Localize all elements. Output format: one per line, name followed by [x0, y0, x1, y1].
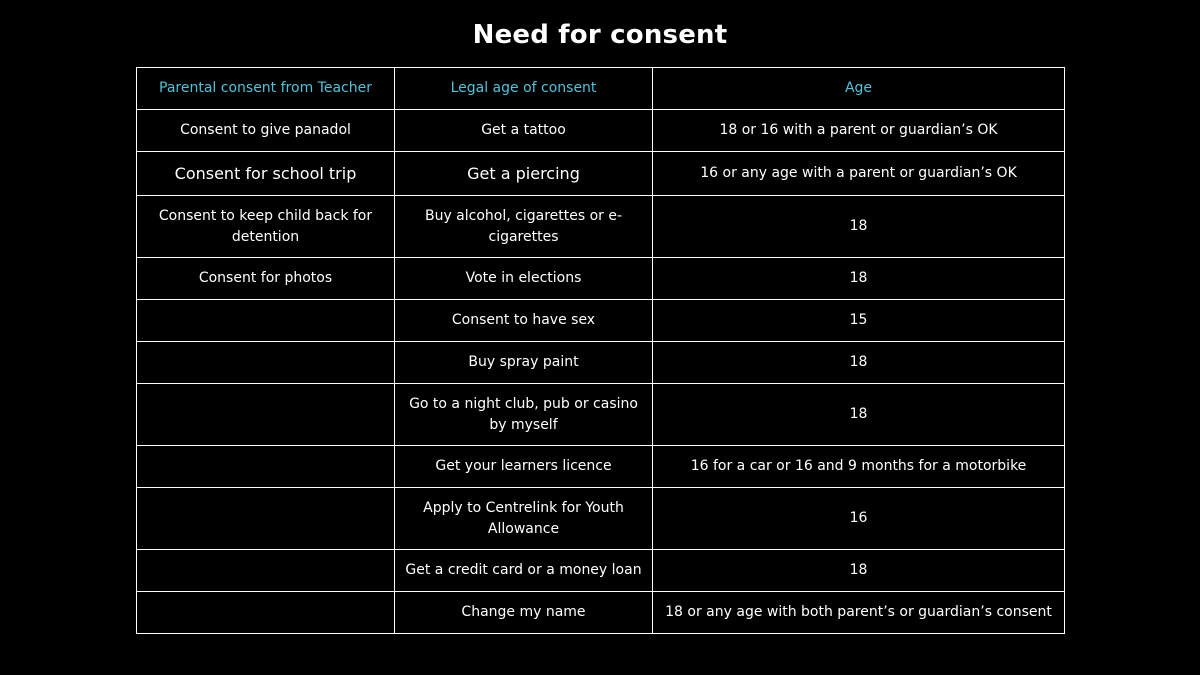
- cell-teacher-consent: [137, 384, 395, 446]
- table-row: [137, 550, 1065, 592]
- cell-activity: Get a tattoo: [395, 110, 653, 152]
- cell-activity: Get a piercing: [395, 152, 653, 196]
- cell-teacher-consent: [137, 300, 395, 342]
- cell-teacher-consent: Consent to keep child back for detention: [137, 196, 395, 258]
- cell-age: 16: [653, 488, 1065, 550]
- table-row: [137, 384, 1065, 446]
- cell-activity: Go to a night club, pub or casino by myself: [395, 384, 653, 446]
- cell-age: 16 for a car or 16 and 9 months for a motorbike: [653, 446, 1065, 488]
- cell-age: 18: [653, 384, 1065, 446]
- cell-teacher-consent: [137, 342, 395, 384]
- cell-activity: Consent to have sex: [395, 300, 653, 342]
- table-row: [137, 592, 1065, 634]
- cell-teacher-consent: [137, 446, 395, 488]
- cell-age: 18 or any age with both parent’s or guardian’s consent: [653, 592, 1065, 634]
- cell-age: 18: [653, 342, 1065, 384]
- cell-activity: Get your learners licence: [395, 446, 653, 488]
- cell-age: 16 or any age with a parent or guardian’s OK: [653, 152, 1065, 196]
- cell-age: 18: [653, 258, 1065, 300]
- table-row: [137, 258, 1065, 300]
- cell-age: 18: [653, 550, 1065, 592]
- page-title: Need for consent: [472, 20, 728, 50]
- cell-age: 15: [653, 300, 1065, 342]
- table-row: [137, 152, 1065, 196]
- table-row: [137, 446, 1065, 488]
- cell-activity: Get a credit card or a money loan: [395, 550, 653, 592]
- cell-teacher-consent: Consent to give panadol: [137, 110, 395, 152]
- cell-activity: Buy spray paint: [395, 342, 653, 384]
- header-legal-age: Legal age of consent: [395, 68, 653, 110]
- table-row: [137, 196, 1065, 258]
- cell-activity: Vote in elections: [395, 258, 653, 300]
- cell-teacher-consent: [137, 550, 395, 592]
- consent-table: [136, 67, 1065, 634]
- cell-teacher-consent: Consent for school trip: [137, 152, 395, 196]
- table-row: [137, 110, 1065, 152]
- cell-activity: Change my name: [395, 592, 653, 634]
- cell-teacher-consent: Consent for photos: [137, 258, 395, 300]
- cell-activity: Apply to Centrelink for Youth Allowance: [395, 488, 653, 550]
- header-parental-consent: Parental consent from Teacher: [137, 68, 395, 110]
- table-row: [137, 342, 1065, 384]
- cell-age: 18: [653, 196, 1065, 258]
- header-age: Age: [653, 68, 1065, 110]
- table-header-row: [137, 68, 1065, 110]
- cell-age: 18 or 16 with a parent or guardian’s OK: [653, 110, 1065, 152]
- cell-teacher-consent: [137, 488, 395, 550]
- cell-activity: Buy alcohol, cigarettes or e-cigarettes: [395, 196, 653, 258]
- table-row: [137, 488, 1065, 550]
- cell-teacher-consent: [137, 592, 395, 634]
- table-row: [137, 300, 1065, 342]
